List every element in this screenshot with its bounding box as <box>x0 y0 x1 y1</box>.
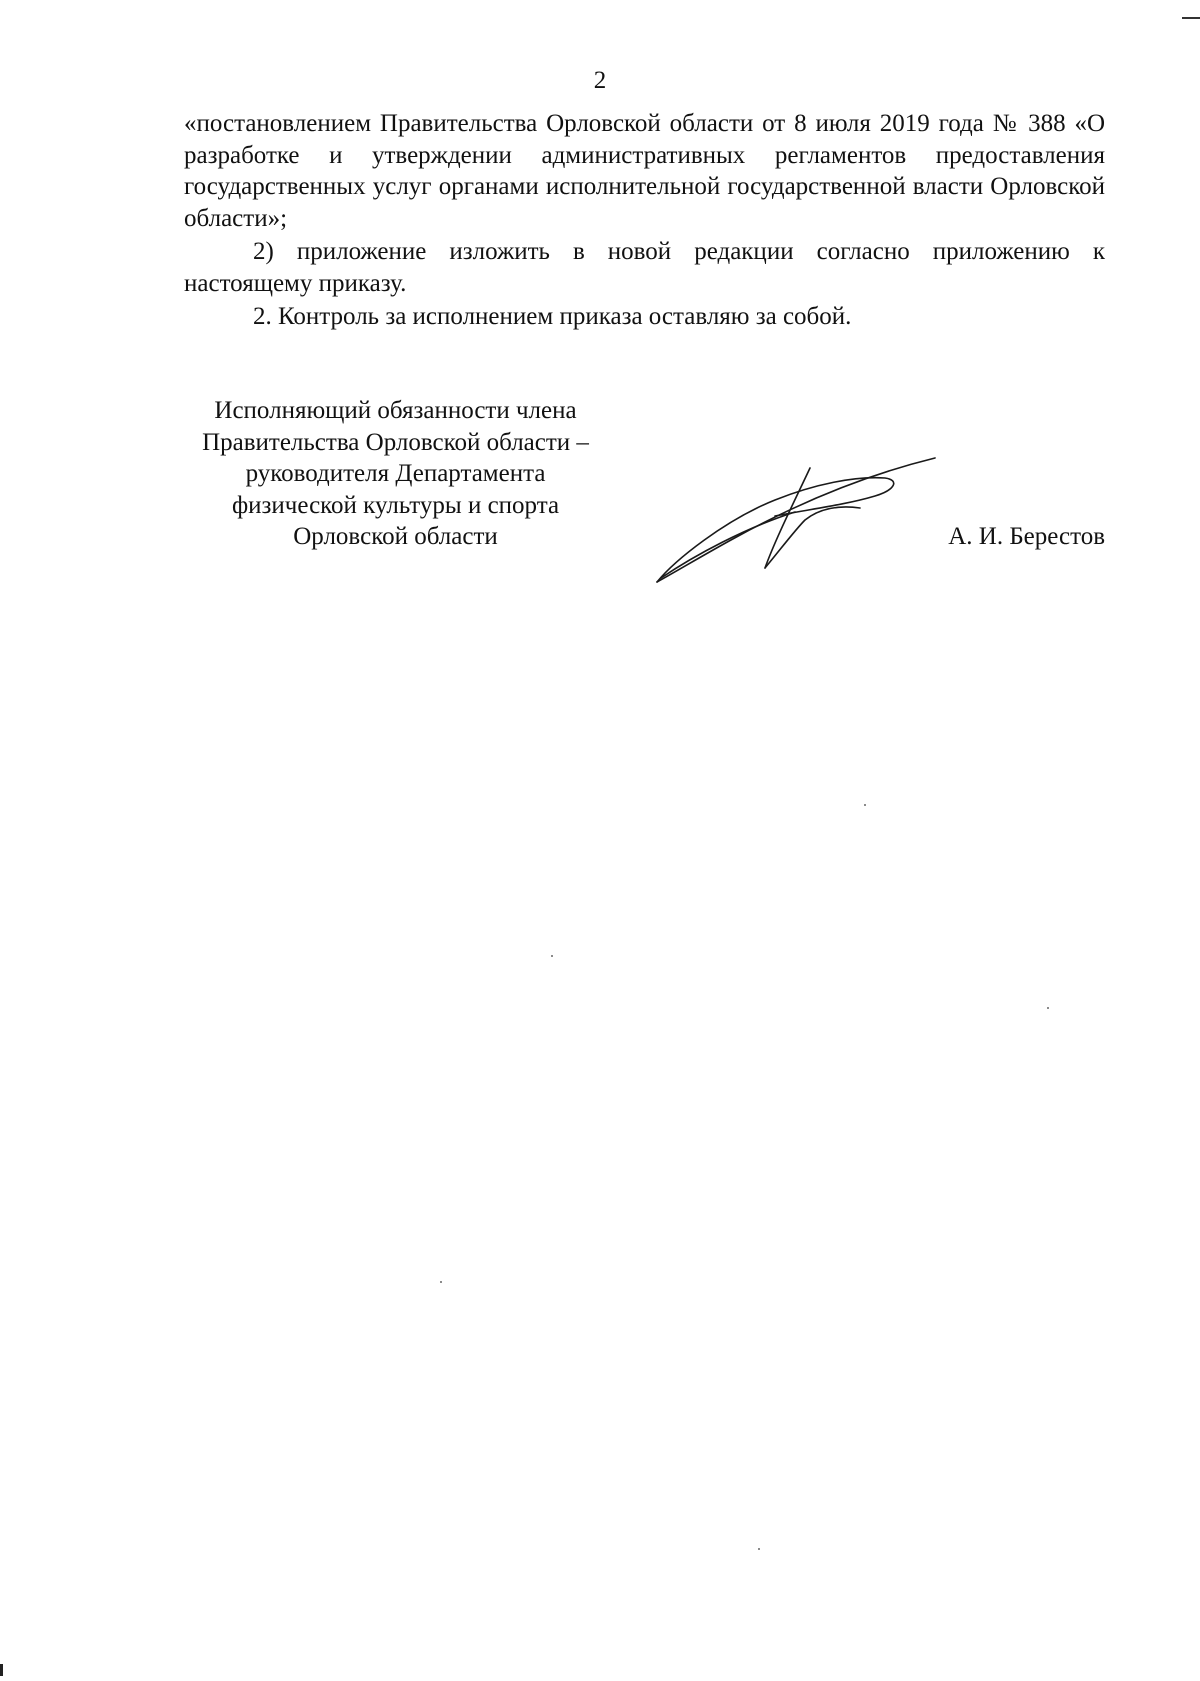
signatory-title-line: Орловской области <box>293 523 498 550</box>
signatory-title-line: физической культуры и спорта <box>231 491 560 519</box>
paragraph-continuation: «постановлением Правительства Орловской области от 8 июля 2019 года № 388 «О разработке и утверждении административных регламентов предоставления государственных услуг органами исполнительной государственной власти Орловской области»; <box>184 110 1105 232</box>
paragraph-control: 2. Контроль за исполнением приказа оставляю за собой. <box>253 303 852 330</box>
scan-speck <box>440 1281 442 1283</box>
signatory-name: А. И. Берестов <box>948 523 1105 550</box>
signatory-title-line: руководителя Департамента <box>245 460 546 487</box>
scan-corner-mark <box>0 1664 3 1676</box>
scan-speck <box>551 955 553 957</box>
scan-speck <box>758 1548 760 1550</box>
page-number: 2 <box>593 67 607 94</box>
signatory-title <box>168 395 623 553</box>
scan-speck <box>864 804 866 806</box>
signatory-title-line: Исполняющий обязанности члена <box>214 397 577 424</box>
scan-speck <box>1047 1007 1049 1009</box>
handwritten-signature <box>655 450 945 590</box>
signatory-title-line: Правительства Орловской области – <box>202 428 589 456</box>
document-body <box>184 108 1105 333</box>
scan-edge-mark <box>1182 17 1200 19</box>
paragraph-item-2: 2) приложение изложить в новой редакции согласно приложению к настоящему приказу. <box>184 238 1105 297</box>
